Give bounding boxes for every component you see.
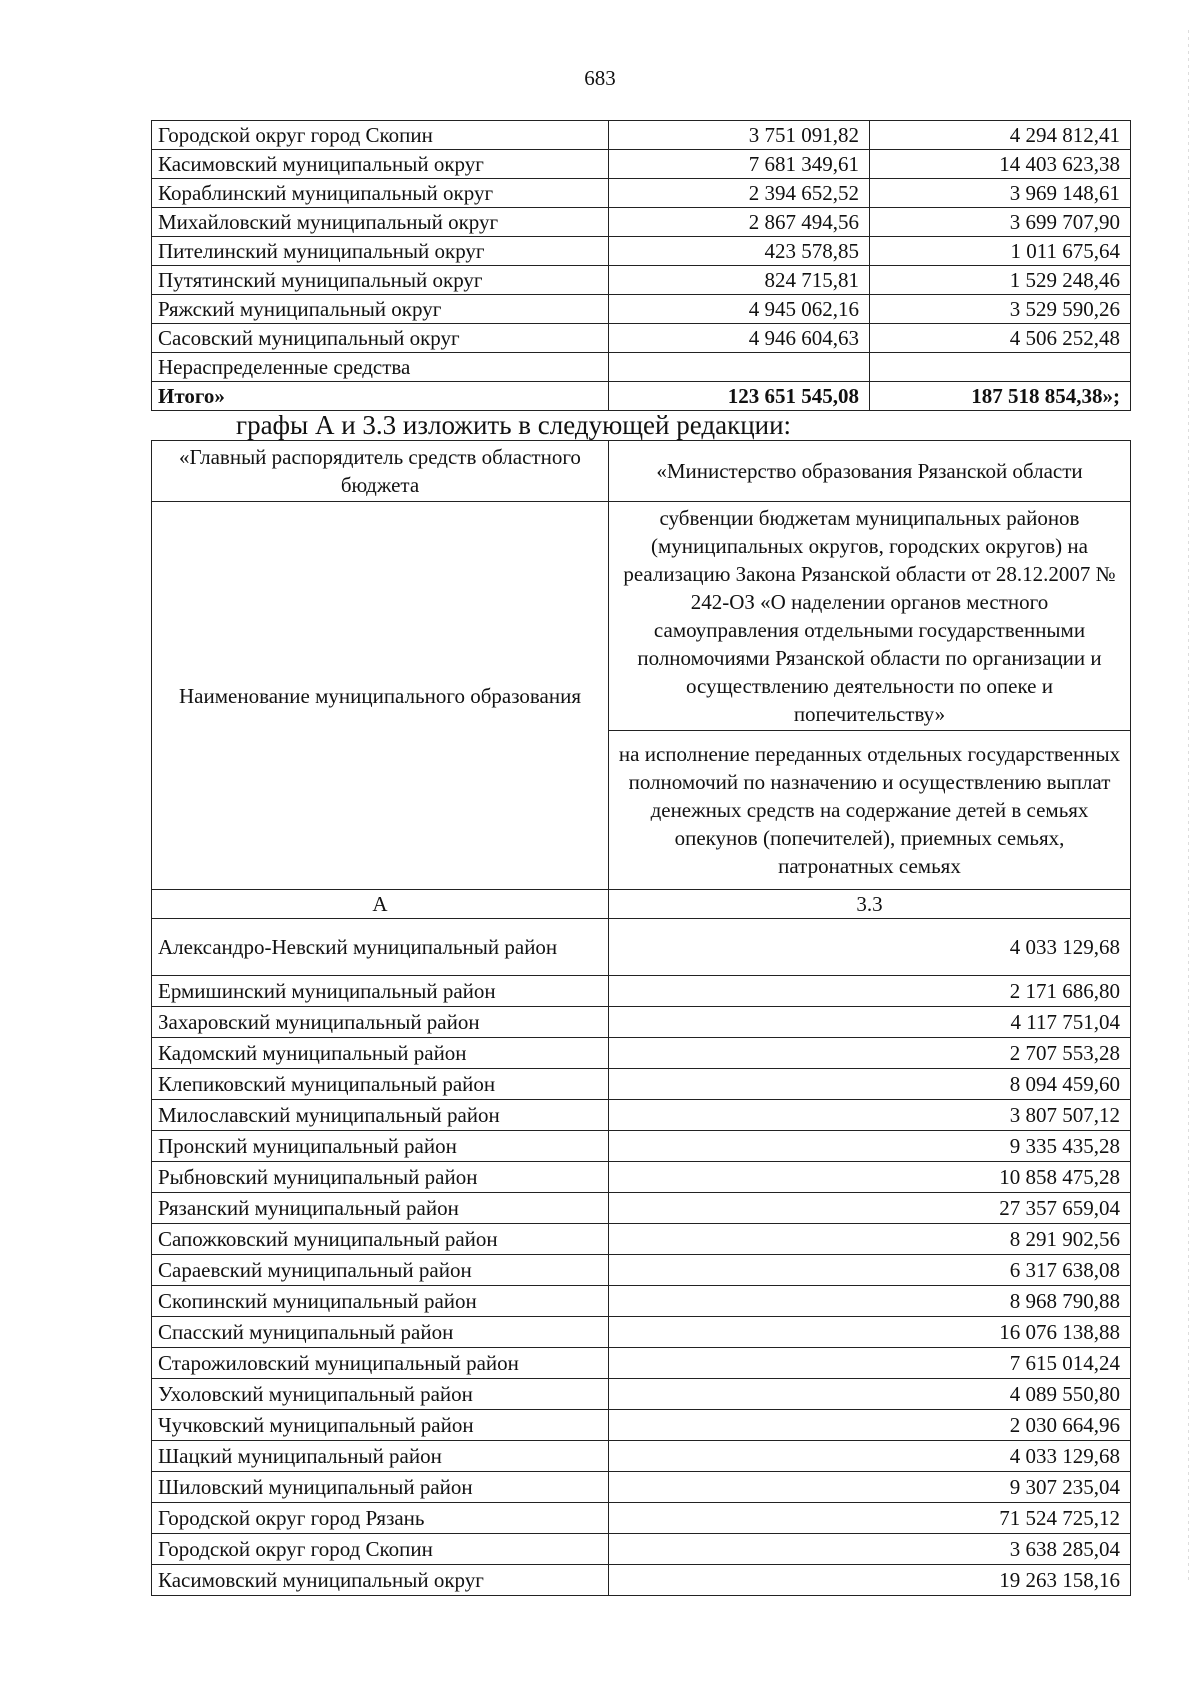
municipality-name: Кадомский муниципальный район bbox=[152, 1038, 609, 1069]
scan-edge-artifact bbox=[1188, 30, 1189, 1580]
municipality-name: Касимовский муниципальный округ bbox=[152, 1565, 609, 1596]
value-col-2: 1 011 675,64 bbox=[870, 237, 1131, 266]
table2-column-codes bbox=[152, 890, 1131, 919]
municipality-name: Городской округ город Скопин bbox=[152, 121, 609, 150]
value-col-1: 824 715,81 bbox=[609, 266, 870, 295]
table-row bbox=[152, 1162, 1131, 1193]
total-row bbox=[152, 382, 1131, 411]
subvention-description: субвенции бюджетам муниципальных районов (муниципальных округов, городских округов) на реализацию Закона Рязанской области от 28.12.2007 № 242-ОЗ «О наделении органов местного самоуправления отдельными государственными полномочиями Рязанской области по организации и осуществлению деятельности по опеке и попечительству» bbox=[609, 502, 1131, 731]
table-row bbox=[152, 1224, 1131, 1255]
value-col-2: 1 529 248,46 bbox=[870, 266, 1131, 295]
value-col-2: 3 699 707,90 bbox=[870, 208, 1131, 237]
table-row bbox=[152, 1379, 1131, 1410]
value-3-3: 4 033 129,68 bbox=[609, 1441, 1131, 1472]
municipality-name: Шацкий муниципальный район bbox=[152, 1441, 609, 1472]
value-col-1: 423 578,85 bbox=[609, 237, 870, 266]
column-code-a: А bbox=[152, 890, 609, 919]
value-col-1: 7 681 349,61 bbox=[609, 150, 870, 179]
table-row bbox=[152, 208, 1131, 237]
value-3-3: 4 117 751,04 bbox=[609, 1007, 1131, 1038]
page-number: 683 bbox=[584, 66, 616, 90]
value-col-2: 3 969 148,61 bbox=[870, 179, 1131, 208]
municipality-name: Пронский муниципальный район bbox=[152, 1131, 609, 1162]
value-col-2: 4 506 252,48 bbox=[870, 324, 1131, 353]
municipality-name: Пителинский муниципальный округ bbox=[152, 237, 609, 266]
municipality-name: Городской округ город Рязань bbox=[152, 1503, 609, 1534]
table-row bbox=[152, 1007, 1131, 1038]
municipality-name: Сасовский муниципальный округ bbox=[152, 324, 609, 353]
purpose-description: на исполнение переданных отдельных государственных полномочий по назначению и осуществлению выплат денежных средств на содержание детей в семьях опекунов (попечителей), приемных семьях, патронатных семьях bbox=[609, 731, 1131, 890]
name-column-header: Наименование муниципального образования bbox=[152, 502, 609, 890]
table2-subvention-row bbox=[152, 502, 1131, 731]
total-value-1: 123 651 545,08 bbox=[609, 382, 870, 411]
value-col-2: 14 403 623,38 bbox=[870, 150, 1131, 179]
municipality-name: Кораблинский муниципальный округ bbox=[152, 179, 609, 208]
value-col-1: 4 946 604,63 bbox=[609, 324, 870, 353]
value-3-3: 10 858 475,28 bbox=[609, 1162, 1131, 1193]
value-3-3: 16 076 138,88 bbox=[609, 1317, 1131, 1348]
value-col-1: 3 751 091,82 bbox=[609, 121, 870, 150]
table-row bbox=[152, 324, 1131, 353]
value-3-3: 19 263 158,16 bbox=[609, 1565, 1131, 1596]
value-3-3: 2 707 553,28 bbox=[609, 1038, 1131, 1069]
total-value-2: 187 518 854,38»; bbox=[870, 382, 1131, 411]
total-label: Итого» bbox=[152, 382, 609, 411]
intro-text: графы А и 3.3 изложить в следующей редакции: bbox=[236, 410, 792, 440]
budget-table-1 bbox=[151, 120, 1131, 411]
municipality-name: Ряжский муниципальный округ bbox=[152, 295, 609, 324]
table-row bbox=[152, 1286, 1131, 1317]
municipality-name: Александро-Невский муниципальный район bbox=[152, 919, 609, 976]
value-3-3: 4 089 550,80 bbox=[609, 1379, 1131, 1410]
value-3-3: 3 807 507,12 bbox=[609, 1100, 1131, 1131]
value-col-1 bbox=[609, 353, 870, 382]
table-row bbox=[152, 1193, 1131, 1224]
table-row bbox=[152, 919, 1131, 976]
value-col-1: 2 867 494,56 bbox=[609, 208, 870, 237]
municipality-name: Путятинский муниципальный округ bbox=[152, 266, 609, 295]
value-3-3: 6 317 638,08 bbox=[609, 1255, 1131, 1286]
municipality-name: Ермишинский муниципальный район bbox=[152, 976, 609, 1007]
table-row bbox=[152, 1410, 1131, 1441]
table-row bbox=[152, 1255, 1131, 1286]
value-col-1: 4 945 062,16 bbox=[609, 295, 870, 324]
budget-table-2 bbox=[151, 440, 1131, 1596]
value-3-3: 8 094 459,60 bbox=[609, 1069, 1131, 1100]
table-row bbox=[152, 976, 1131, 1007]
municipality-name: Касимовский муниципальный округ bbox=[152, 150, 609, 179]
table-row bbox=[152, 1348, 1131, 1379]
municipality-name: Сапожковский муниципальный район bbox=[152, 1224, 609, 1255]
municipality-name: Шиловский муниципальный район bbox=[152, 1472, 609, 1503]
table-row bbox=[152, 266, 1131, 295]
table-row bbox=[152, 1534, 1131, 1565]
value-3-3: 4 033 129,68 bbox=[609, 919, 1131, 976]
table-row bbox=[152, 237, 1131, 266]
municipality-name: Клепиковский муниципальный район bbox=[152, 1069, 609, 1100]
table-row bbox=[152, 353, 1131, 382]
table-row bbox=[152, 150, 1131, 179]
table-row bbox=[152, 1100, 1131, 1131]
table-row bbox=[152, 295, 1131, 324]
table-row bbox=[152, 1069, 1131, 1100]
value-3-3: 71 524 725,12 bbox=[609, 1503, 1131, 1534]
municipality-name: Старожиловский муниципальный район bbox=[152, 1348, 609, 1379]
value-3-3: 9 307 235,04 bbox=[609, 1472, 1131, 1503]
table-row bbox=[152, 179, 1131, 208]
value-3-3: 2 030 664,96 bbox=[609, 1410, 1131, 1441]
value-3-3: 3 638 285,04 bbox=[609, 1534, 1131, 1565]
municipality-name: Нераспределенные средства bbox=[152, 353, 609, 382]
municipality-name: Скопинский муниципальный район bbox=[152, 1286, 609, 1317]
municipality-name: Спасский муниципальный район bbox=[152, 1317, 609, 1348]
municipality-name: Городской округ город Скопин bbox=[152, 1534, 609, 1565]
table-row bbox=[152, 121, 1131, 150]
value-col-2: 4 294 812,41 bbox=[870, 121, 1131, 150]
municipality-name: Чучковский муниципальный район bbox=[152, 1410, 609, 1441]
header-left: «Главный распорядитель средств областного бюджета bbox=[152, 441, 609, 502]
municipality-name: Захаровский муниципальный район bbox=[152, 1007, 609, 1038]
value-3-3: 27 357 659,04 bbox=[609, 1193, 1131, 1224]
value-3-3: 8 291 902,56 bbox=[609, 1224, 1131, 1255]
value-3-3: 9 335 435,28 bbox=[609, 1131, 1131, 1162]
column-code-3-3: 3.3 bbox=[609, 890, 1131, 919]
value-3-3: 8 968 790,88 bbox=[609, 1286, 1131, 1317]
table-row bbox=[152, 1472, 1131, 1503]
value-3-3: 7 615 014,24 bbox=[609, 1348, 1131, 1379]
table-row bbox=[152, 1565, 1131, 1596]
table-row bbox=[152, 1317, 1131, 1348]
municipality-name: Ухоловский муниципальный район bbox=[152, 1379, 609, 1410]
value-col-1: 2 394 652,52 bbox=[609, 179, 870, 208]
municipality-name: Милославский муниципальный район bbox=[152, 1100, 609, 1131]
table-row bbox=[152, 1503, 1131, 1534]
value-col-2 bbox=[870, 353, 1131, 382]
table-row bbox=[152, 1038, 1131, 1069]
table2-header-row bbox=[152, 441, 1131, 502]
municipality-name: Рыбновский муниципальный район bbox=[152, 1162, 609, 1193]
value-3-3: 2 171 686,80 bbox=[609, 976, 1131, 1007]
municipality-name: Михайловский муниципальный округ bbox=[152, 208, 609, 237]
header-right: «Министерство образования Рязанской области bbox=[609, 441, 1131, 502]
table-row bbox=[152, 1131, 1131, 1162]
municipality-name: Сараевский муниципальный район bbox=[152, 1255, 609, 1286]
municipality-name: Рязанский муниципальный район bbox=[152, 1193, 609, 1224]
table-row bbox=[152, 1441, 1131, 1472]
value-col-2: 3 529 590,26 bbox=[870, 295, 1131, 324]
